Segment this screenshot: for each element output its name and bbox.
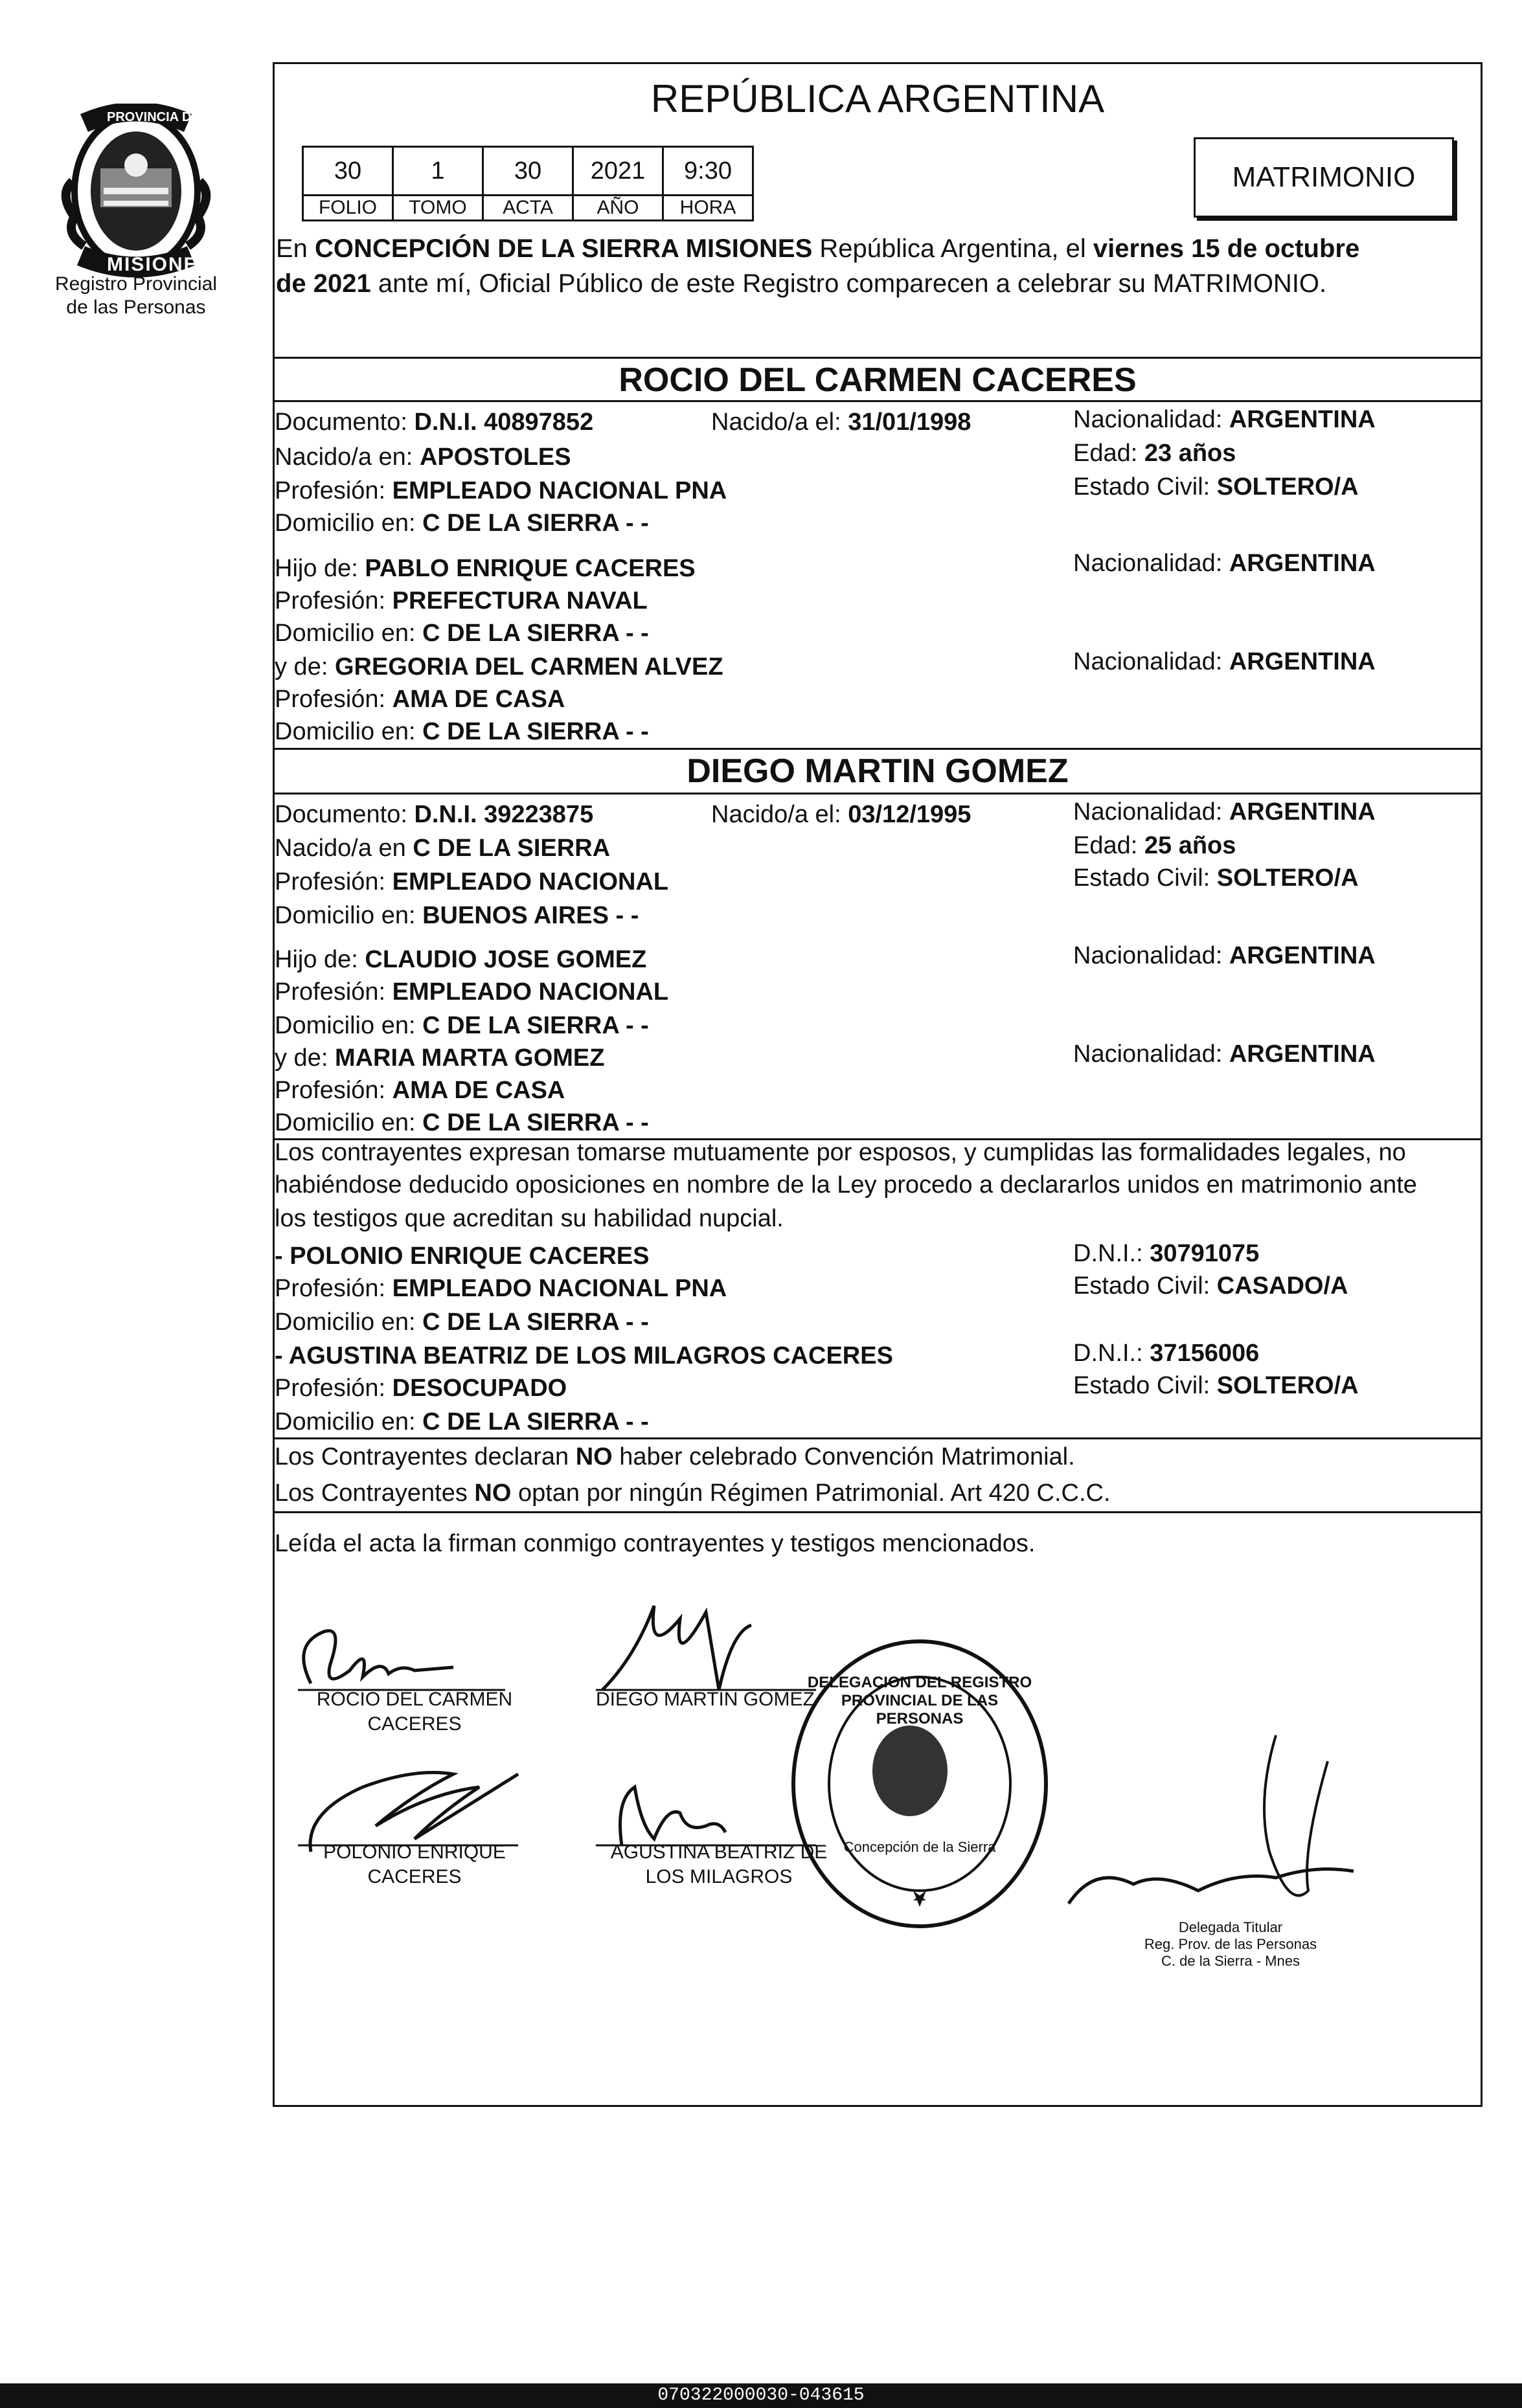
divider	[273, 1511, 1482, 1513]
witness1-dni: D.N.I.: 30791075	[1073, 1240, 1260, 1267]
signature-caption-agustina: AGUSTINA BEATRIZ DE LOS MILAGROS	[610, 1841, 828, 1887]
logo-caption-line1: Registro Provincial	[54, 273, 218, 295]
spouse2-prof: Profesión: EMPLEADO NACIONAL	[275, 868, 669, 895]
signature-caption-polonio: POLONIO ENRIQUE CACERES	[323, 1841, 506, 1887]
witness1-prof: Profesión: EMPLEADO NACIONAL PNA	[275, 1275, 727, 1302]
spouse2-doc: Documento: D.N.I. 39223875	[275, 801, 594, 828]
folio-label: FOLIO	[303, 196, 393, 221]
divider	[273, 748, 1482, 750]
spouse2-father-prof: Profesión: EMPLEADO NACIONAL	[275, 978, 669, 1006]
tomo-label: TOMO	[393, 196, 483, 221]
witness1-civil: Estado Civil: CASADO/A	[1073, 1272, 1348, 1300]
spouse1-father: Hijo de: PABLO ENRIQUE CACERES	[275, 555, 696, 582]
signature-caption-rocio: ROCIO DEL CARMEN CACERES	[316, 1689, 513, 1735]
registry-table	[302, 146, 754, 221]
declaration-line2: habiéndose deducido oposiciones en nombre de la Ley procedo a declararlos unidos en matrimonio ante	[275, 1171, 1417, 1198]
spouse2-mother: y de: MARIA MARTA GOMEZ	[275, 1044, 605, 1072]
spouse2-father-nat: Nacionalidad: ARGENTINA	[1073, 942, 1376, 969]
witness1-dom: Domicilio en: C DE LA SIERRA - -	[275, 1309, 649, 1336]
acta-value: 30	[483, 147, 573, 196]
spouse1-born-in: Nacido/a en: APOSTOLES	[275, 444, 571, 471]
signature-official	[1043, 1722, 1380, 1942]
registry-logo	[39, 104, 233, 324]
signature-caption-diego: DIEGO MARTIN GOMEZ	[596, 1689, 815, 1710]
misiones-emblem-icon	[39, 104, 233, 278]
divider	[273, 793, 1482, 794]
emblem-top-text: PROVINCIA DE	[107, 110, 200, 124]
folio-value: 30	[303, 147, 393, 196]
spouse2-born-in: Nacido/a en C DE LA SIERRA	[275, 835, 611, 862]
official-caption: Delegada Titular Reg. Prov. de las Personas C. de la Sierra - Mnes	[1144, 1919, 1317, 1969]
divider	[273, 400, 1482, 402]
acta-label: ACTA	[483, 196, 573, 221]
declaration-line3: los testigos que acreditan su habilidad nupcial.	[275, 1205, 784, 1232]
document-title: REPÚBLICA ARGENTINA	[650, 77, 1105, 120]
footer-barcode-strip	[0, 2383, 1522, 2408]
intro-place: CONCEPCIÓN DE LA SIERRA MISIONES	[315, 234, 813, 263]
spouse2-age: Edad: 25 años	[1073, 832, 1236, 859]
divider	[273, 1437, 1482, 1439]
spouse2-civil: Estado Civil: SOLTERO/A	[1073, 864, 1359, 892]
witness1-name: - POLONIO ENRIQUE CACERES	[275, 1243, 650, 1270]
spouse1-doc: Documento: D.N.I. 40897852	[275, 409, 594, 436]
spouse1-civil: Estado Civil: SOLTERO/A	[1073, 473, 1359, 501]
spouse2-name: DIEGO MARTIN GOMEZ	[687, 752, 1069, 790]
footer-code: 070322000030-043615	[657, 2385, 865, 2405]
spouse2-father-dom: Domicilio en: C DE LA SIERRA - -	[275, 1012, 649, 1039]
tomo-value: 1	[393, 147, 483, 196]
emblem-bottom-text: MISIONES	[107, 254, 212, 275]
witness2-prof: Profesión: DESOCUPADO	[275, 1375, 567, 1402]
spouse1-name: ROCIO DEL CARMEN CACERES	[619, 361, 1137, 399]
spouse2-nat: Nacionalidad: ARGENTINA	[1073, 798, 1376, 826]
intro-line2: de 2021 ante mí, Oficial Público de este Registro comparecen a celebrar su MATRIMONIO.	[276, 269, 1327, 298]
spouse2-dom: Domicilio en: BUENOS AIRES - -	[275, 902, 639, 929]
spouse2-mother-prof: Profesión: AMA DE CASA	[275, 1077, 565, 1104]
act-type-box: MATRIMONIO	[1194, 137, 1454, 218]
official-stamp	[787, 1638, 1052, 1936]
convention-line1: Los Contrayentes declaran NO haber celebrado Convención Matrimonial.	[275, 1443, 1075, 1470]
spouse1-age: Edad: 23 años	[1073, 440, 1236, 467]
spouse2-father: Hijo de: CLAUDIO JOSE GOMEZ	[275, 946, 647, 973]
witness2-dom: Domicilio en: C DE LA SIERRA - -	[275, 1408, 649, 1435]
witness2-civil: Estado Civil: SOLTERO/A	[1073, 1372, 1359, 1399]
spouse1-mother-dom: Domicilio en: C DE LA SIERRA - -	[275, 718, 649, 745]
spouse1-dom: Domicilio en: C DE LA SIERRA - -	[275, 510, 649, 537]
intro-line1: En CONCEPCIÓN DE LA SIERRA MISIONES República Argentina, el viernes 15 de octubre	[276, 234, 1360, 263]
spouse1-prof: Profesión: EMPLEADO NACIONAL PNA	[275, 477, 727, 504]
spouse1-father-prof: Profesión: PREFECTURA NAVAL	[275, 587, 648, 614]
spouse1-mother-prof: Profesión: AMA DE CASA	[275, 686, 565, 713]
stamp-ring-text: DELEGACION DEL REGISTRO PROVINCIAL DE LAS PERSONAS	[807, 1674, 1032, 1727]
spouse1-mother: y de: GREGORIA DEL CARMEN ALVEZ	[275, 653, 723, 681]
stamp-inner-text: Concepción de la Sierra	[843, 1839, 996, 1855]
spouse1-born-date: Nacido/a el: 31/01/1998	[711, 409, 971, 436]
convention-line2: Los Contrayentes NO optan por ningún Régimen Patrimonial. Art 420 C.C.C.	[275, 1480, 1111, 1507]
spouse1-nat: Nacionalidad: ARGENTINA	[1073, 406, 1376, 433]
spouse2-born-date: Nacido/a el: 03/12/1995	[711, 801, 971, 828]
declaration-line1: Los contrayentes expresan tomarse mutuamente por esposos, y cumplidas las formalidades legales, no	[275, 1139, 1406, 1166]
hora-value: 9:30	[663, 147, 753, 196]
spouse1-father-nat: Nacionalidad: ARGENTINA	[1073, 550, 1376, 577]
hora-label: HORA	[663, 196, 753, 221]
closing-text: Leída el acta la firman conmigo contrayentes y testigos mencionados.	[275, 1530, 1036, 1557]
spouse2-mother-nat: Nacionalidad: ARGENTINA	[1073, 1041, 1376, 1068]
divider	[273, 357, 1482, 359]
logo-caption-line2: de las Personas	[66, 297, 206, 318]
ano-label: AÑO	[573, 196, 663, 221]
intro-date: viernes 15 de octubre	[1093, 234, 1360, 263]
witness2-name: - AGUSTINA BEATRIZ DE LOS MILAGROS CACERES	[275, 1342, 893, 1369]
spouse2-mother-dom: Domicilio en: C DE LA SIERRA - -	[275, 1109, 649, 1136]
spouse1-father-dom: Domicilio en: C DE LA SIERRA - -	[275, 620, 649, 647]
witness2-dni: D.N.I.: 37156006	[1073, 1340, 1260, 1367]
ano-value: 2021	[573, 147, 663, 196]
spouse1-mother-nat: Nacionalidad: ARGENTINA	[1073, 648, 1376, 675]
